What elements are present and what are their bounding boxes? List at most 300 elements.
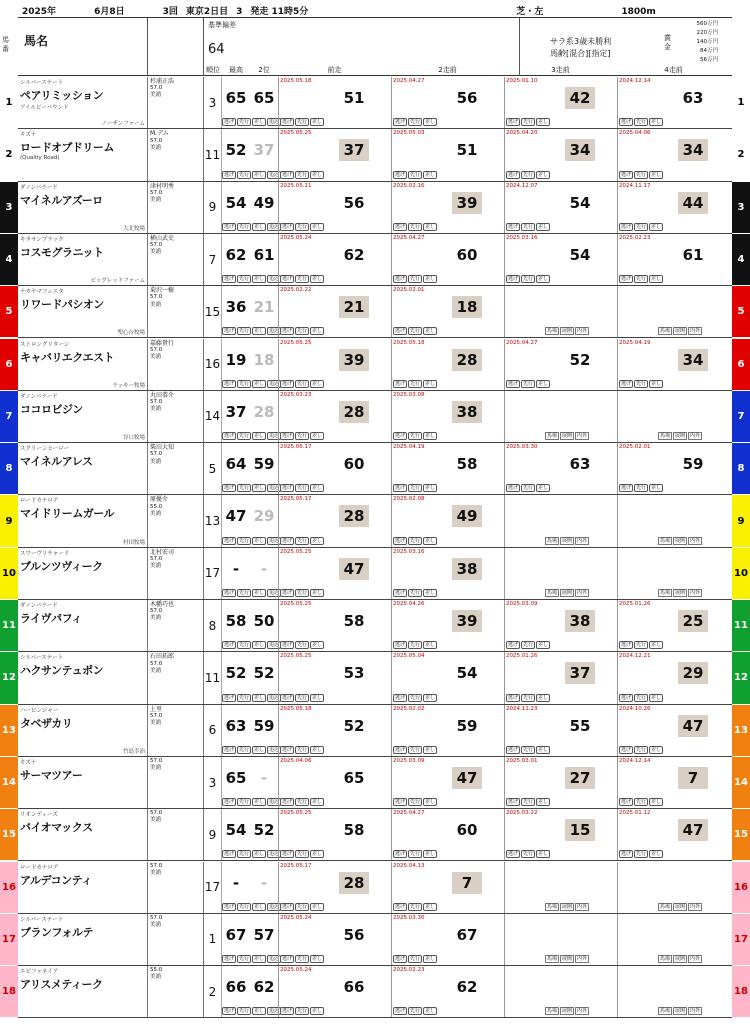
race-date: 2025.04.19 [393,444,425,451]
horse-row [5,286,745,338]
style-tag: 差し [254,642,265,649]
past-race-empty [617,391,730,442]
horse-info [18,809,148,860]
running-style-tags [222,694,281,702]
style-tag: 追込 [269,799,280,806]
race-tag: 差し [538,485,549,492]
horse-name[interactable]: ペアリミッション [20,89,104,102]
race-tag: 差し [425,223,436,230]
waku-number-right: 3 [732,182,750,233]
style-tag: 追込 [269,642,280,649]
horse-name[interactable]: アリスメティーク [20,978,103,992]
carried-weight: 57.0 [150,451,163,458]
horse-name[interactable]: マイドリームガール [20,507,115,521]
style-tag: 先行 [239,276,250,283]
breeder: 谷口牧場 [122,435,145,442]
race-index: 38 [565,610,595,632]
style-tag: 先行 [239,119,250,126]
past-race[interactable] [617,339,730,390]
race-index: 39 [339,349,369,371]
race-date: 2025.04.27 [393,810,425,817]
race-index: 54 [569,193,591,212]
race-date: 2024.11.17 [619,182,651,189]
col-race-1: 前走 [327,66,342,74]
race-tag: 逃げ [508,223,519,230]
style-tag: 追込 [269,1008,280,1015]
waku-number-right: 9 [732,495,750,546]
race-tags [280,171,324,179]
race-tag: 差し [312,903,323,910]
second-index: 62 [253,978,275,997]
race-tags [619,380,663,388]
jockey-info [148,548,204,599]
past-race[interactable] [617,705,730,756]
carried-weight: 57.0 [150,242,163,249]
past-race[interactable] [391,339,504,390]
race-tags [506,223,550,231]
style-tag: 先行 [239,328,250,335]
race-date: 2025.04.26 [393,601,425,607]
second-index: 59 [253,716,275,735]
empty-tags [658,537,702,545]
running-style-tags [222,275,281,283]
past-race[interactable] [504,129,617,180]
horse-name[interactable]: ロードオブドリーム [20,141,114,155]
second-index: 29 [253,507,275,526]
empty-tag: 展開 [562,433,573,440]
past-race[interactable] [617,182,730,233]
race-tags [280,955,324,963]
past-race[interactable] [391,862,504,913]
race-tag: 差し [425,799,436,806]
best-index: 67 [225,925,247,944]
past-race[interactable] [504,705,617,756]
jockey-info [148,600,204,651]
race-tag: 先行 [297,851,308,858]
past-race[interactable] [391,809,504,860]
empty-tag: 馬場 [547,433,558,440]
race-tag: 先行 [636,485,647,492]
race-tag: 先行 [297,903,308,910]
horse-info [18,77,148,128]
col-race-2: 2走前 [438,66,457,74]
style-tag: 逃げ [224,589,235,596]
horse-name[interactable]: ブランフォルテ [20,925,93,939]
race-tags [506,850,550,858]
past-race[interactable] [391,548,504,599]
prize-list [697,20,719,65]
past-race[interactable] [391,234,504,285]
past-race[interactable] [504,182,617,233]
sire-name: シルバーステート [20,916,64,923]
past-race-empty [617,966,730,1017]
past-race[interactable] [504,757,617,808]
past-race[interactable] [504,652,617,703]
race-tag: 逃げ [395,119,406,126]
race-tag: 差し [312,694,323,701]
waku-number-right: 14 [732,757,750,808]
rank: 15 [204,286,222,337]
past-race[interactable] [278,652,391,703]
race-tags [506,484,550,492]
past-race[interactable] [278,234,391,285]
jockey-info [148,339,204,390]
style-tag: 差し [254,276,265,283]
best-index: 19 [225,350,247,369]
race-index: 49 [452,505,482,527]
horse-name[interactable]: アルデコンティ [20,873,92,887]
empty-tag: 展開 [562,537,573,544]
empty-tag: 馬場 [660,956,671,963]
empty-tags [658,327,702,335]
carried-weight: 55.0 [150,503,163,510]
past-race[interactable] [278,495,391,546]
race-tag: 逃げ [395,537,406,544]
race-tag: 先行 [636,380,647,387]
horse-name[interactable]: リワードパシオン [20,298,104,312]
race-date: 2025.01.10 [506,78,538,84]
empty-tag: 展開 [562,328,573,335]
race-tags [619,484,663,492]
empty-tag: 内外 [690,903,701,910]
second-index: 57 [253,925,275,944]
carried-weight: 57.0 [150,399,163,405]
race-tag: 逃げ [395,746,406,753]
race-tags [619,171,663,179]
race-tag: 差し [425,903,436,910]
horse-row [2,862,748,914]
past-race[interactable] [278,809,391,860]
col-race-3: 3走前 [551,66,570,74]
dam-name: (Quality Road) [20,155,60,162]
race-tag: 差し [312,119,323,126]
race-date: 2025.03.30 [506,444,538,451]
race-index: 58 [456,455,478,474]
waku-number: 5 [0,286,18,337]
race-date: 2025.02.22 [280,287,312,294]
race-tag: 差し [425,433,436,440]
race-tag: 先行 [523,746,534,753]
sire-name: スクリーンヒーロー [20,446,70,453]
best-index: 47 [225,507,247,526]
race-tag: 先行 [523,171,534,178]
past-race[interactable] [504,77,617,128]
past-race[interactable] [391,182,504,233]
race-tag: 逃げ [282,328,293,335]
past-race[interactable] [391,129,504,180]
race-tags [393,746,437,754]
jockey-name: 嘉藤貴行 [150,339,175,347]
race-date: 2025.05.24 [280,914,312,921]
past-race[interactable] [391,914,504,965]
race-index: 47 [452,767,482,789]
trainer-location: 美浦 [150,922,162,928]
style-tag: 先行 [239,746,250,753]
past-race[interactable] [617,129,730,180]
horse-info [18,548,148,599]
past-race[interactable] [278,966,391,1017]
horse-row [2,966,748,1018]
sire-name: ロードカナロア [20,498,59,505]
past-race[interactable] [278,339,391,390]
race-tags [506,746,550,754]
style-tag: 差し [254,1008,265,1015]
past-race[interactable] [504,234,617,285]
past-race[interactable] [278,129,391,180]
trainer-location: 美浦 [150,92,162,99]
waku-number-right: 4 [732,234,750,285]
past-race[interactable] [617,809,730,860]
empty-tag: 内外 [690,956,701,963]
col-best: 最高 [229,66,243,74]
race-date: 2025.04.20 [506,130,538,137]
past-race[interactable] [504,339,617,390]
race-index: 56 [456,89,478,107]
past-race[interactable] [391,757,504,808]
race-tag: 先行 [297,1008,308,1015]
past-race[interactable] [278,757,391,808]
race-tags [393,327,437,335]
past-race[interactable] [278,548,391,599]
past-race[interactable] [391,77,504,128]
race-index: 39 [452,192,482,214]
style-tag: 先行 [239,956,250,963]
past-race[interactable] [391,391,504,442]
race-tag: 差し [312,276,323,283]
trainer-location: 美浦 [150,615,162,622]
race-tags [506,641,550,649]
jockey-info [148,182,204,233]
carried-weight: 57.0 [150,608,163,615]
race-index: 28 [339,872,369,894]
empty-tag: 内外 [577,1008,588,1015]
post-time: 発走 11時5分 [250,7,309,17]
race-tag: 差し [538,171,549,178]
empty-tag: 内外 [690,433,701,440]
race-date: 2025.02.23 [619,234,651,241]
race-tags [393,118,437,126]
waku-number: 14 [0,757,18,808]
horse-name[interactable]: ココロビジン [20,402,83,416]
race-tag: 逃げ [395,223,406,230]
past-race[interactable] [617,600,730,651]
race-tags [280,380,324,388]
race-tag: 先行 [410,537,421,544]
waku-number: 1 [0,77,18,128]
race-tag: 先行 [636,171,647,178]
race-tag: 逃げ [282,799,293,806]
carried-weight: 57.0 [150,810,163,817]
running-style-tags [222,589,281,597]
past-race[interactable] [278,182,391,233]
race-tag: 逃げ [508,694,519,701]
horse-name[interactable]: ライヴパフィ [20,612,82,625]
race-tag: 逃げ [282,171,293,178]
second-index: 61 [253,245,275,264]
past-race[interactable] [617,757,730,808]
horse-info [18,129,148,180]
race-date: 2024.12.14 [619,78,651,84]
race-date: 2024.12.21 [619,653,651,660]
sire-name: エピファネイア [20,969,59,976]
carried-weight: 57.0 [150,294,163,301]
second-index: 50 [253,612,275,630]
waku-number: 8 [0,443,18,494]
style-tag: 追込 [269,537,280,544]
past-race[interactable] [504,600,617,651]
race-tag: 逃げ [621,799,632,806]
race-tag: 先行 [297,485,308,492]
race-tag: 差し [651,119,662,126]
style-tag: 先行 [239,694,250,701]
prize-label: 賞金 [664,34,671,51]
past-race[interactable] [391,966,504,1017]
race-index: 56 [343,193,365,212]
past-race[interactable] [617,77,730,128]
race-tag: 先行 [410,956,421,963]
past-race[interactable] [391,705,504,756]
empty-tag: 展開 [562,956,573,963]
race-tag: 逃げ [621,223,632,230]
race-tag: 差し [651,276,662,283]
style-tag: 差し [254,746,265,753]
race-tag: 先行 [410,799,421,806]
empty-tag: 内外 [690,537,701,544]
trainer-location: 美浦 [150,197,162,203]
race-tag: 差し [425,589,436,596]
race-tag: 差し [538,380,549,387]
empty-tags [545,955,589,963]
horse-name[interactable]: バイオマックス [20,821,93,835]
past-race[interactable] [278,914,391,965]
horse-row [5,77,745,129]
horse-name[interactable]: サーマツアー [20,768,83,782]
past-race[interactable] [391,600,504,651]
race-tag: 逃げ [508,799,519,806]
past-race[interactable] [391,286,504,337]
race-tag: 逃げ [508,485,519,492]
race-tag: 先行 [410,1008,421,1015]
past-race-empty [617,862,730,913]
jockey-name: 北村宏司 [150,548,175,556]
best-index: 65 [225,768,247,787]
style-tag: 逃げ [224,171,235,178]
race-tag: 先行 [410,851,421,858]
empty-tag: 内外 [577,589,588,596]
race-tags [280,903,324,911]
race-tag: 差し [425,956,436,963]
race-tag: 先行 [636,642,647,649]
index-value: 64 [208,42,225,57]
horse-name[interactable]: ハクサンテュポン [20,664,104,678]
second-index: - [260,873,268,892]
race-index: 44 [678,192,708,214]
race-tag: 差し [312,799,323,806]
running-style-tags [222,537,281,545]
race-tag: 先行 [410,119,421,126]
race-tag: 先行 [410,485,421,492]
best-index: 54 [225,193,247,212]
past-race[interactable] [278,705,391,756]
past-race[interactable] [278,443,391,494]
past-race[interactable] [278,862,391,913]
horse-name[interactable]: コスモグラニット [20,245,104,259]
past-race[interactable] [504,443,617,494]
race-date: 2024.12.07 [506,182,538,189]
style-tag: 逃げ [224,433,235,440]
empty-tags [658,589,702,597]
race-tag: 差し [312,956,323,963]
running-style-tags [222,380,281,388]
past-race[interactable] [278,600,391,651]
race-tag: 逃げ [621,380,632,387]
jockey-info [148,443,204,494]
past-race[interactable] [617,443,730,494]
horse-name[interactable]: タベザカリ [20,716,73,730]
horse-name[interactable]: ブルンツヴィーク [20,559,103,573]
race-tags [280,327,324,335]
past-race[interactable] [617,234,730,285]
race-tag: 逃げ [621,276,632,283]
race-index: 58 [343,612,365,630]
empty-tag: 馬場 [547,537,558,544]
past-race[interactable] [278,391,391,442]
race-tag: 逃げ [508,171,519,178]
race-tag: 差し [312,642,323,649]
past-race[interactable] [391,652,504,703]
past-race[interactable] [391,495,504,546]
waku-number: 3 [0,182,18,233]
horse-name[interactable]: キャバリエクエスト [20,350,115,364]
past-race[interactable] [278,286,391,337]
sire-name: シルバーステート [20,655,64,662]
race-tags [619,694,663,702]
race-date: 2025.05.18 [280,78,312,84]
past-race[interactable] [504,809,617,860]
race-date: 2025.03.16 [393,548,425,555]
race-date: 2025.03.30 [393,914,425,921]
race-index: 47 [678,819,708,841]
race-tags [393,171,437,179]
style-tag: 先行 [239,171,250,178]
race-date: 2025.05.17 [280,862,312,869]
race-tag: 逃げ [395,851,406,858]
style-tag: 差し [254,956,265,963]
style-tag: 逃げ [224,956,235,963]
race-date: 2025.05.25 [280,653,312,660]
past-race[interactable] [391,443,504,494]
race-index: 42 [565,87,595,109]
horse-row [2,914,748,966]
distance: 1800m [621,7,656,17]
jockey-info [148,286,204,337]
running-style-tags [222,118,281,126]
race-tags [280,694,324,702]
race-date: 2025.03.09 [506,601,538,607]
race-tag: 差し [425,119,436,126]
race-tags [506,275,550,283]
race-tag: 先行 [297,746,308,753]
rank: 14 [204,391,222,442]
horse-name[interactable]: マイネルアレス [20,455,93,469]
empty-tags [545,432,589,440]
race-date: 2025.05.04 [393,653,425,660]
past-race[interactable] [278,77,391,128]
race-tag: 先行 [410,171,421,178]
jockey-name: 柴田大知 [150,444,175,452]
past-race[interactable] [617,652,730,703]
horse-name[interactable]: マイネルアズーロ [20,193,103,207]
